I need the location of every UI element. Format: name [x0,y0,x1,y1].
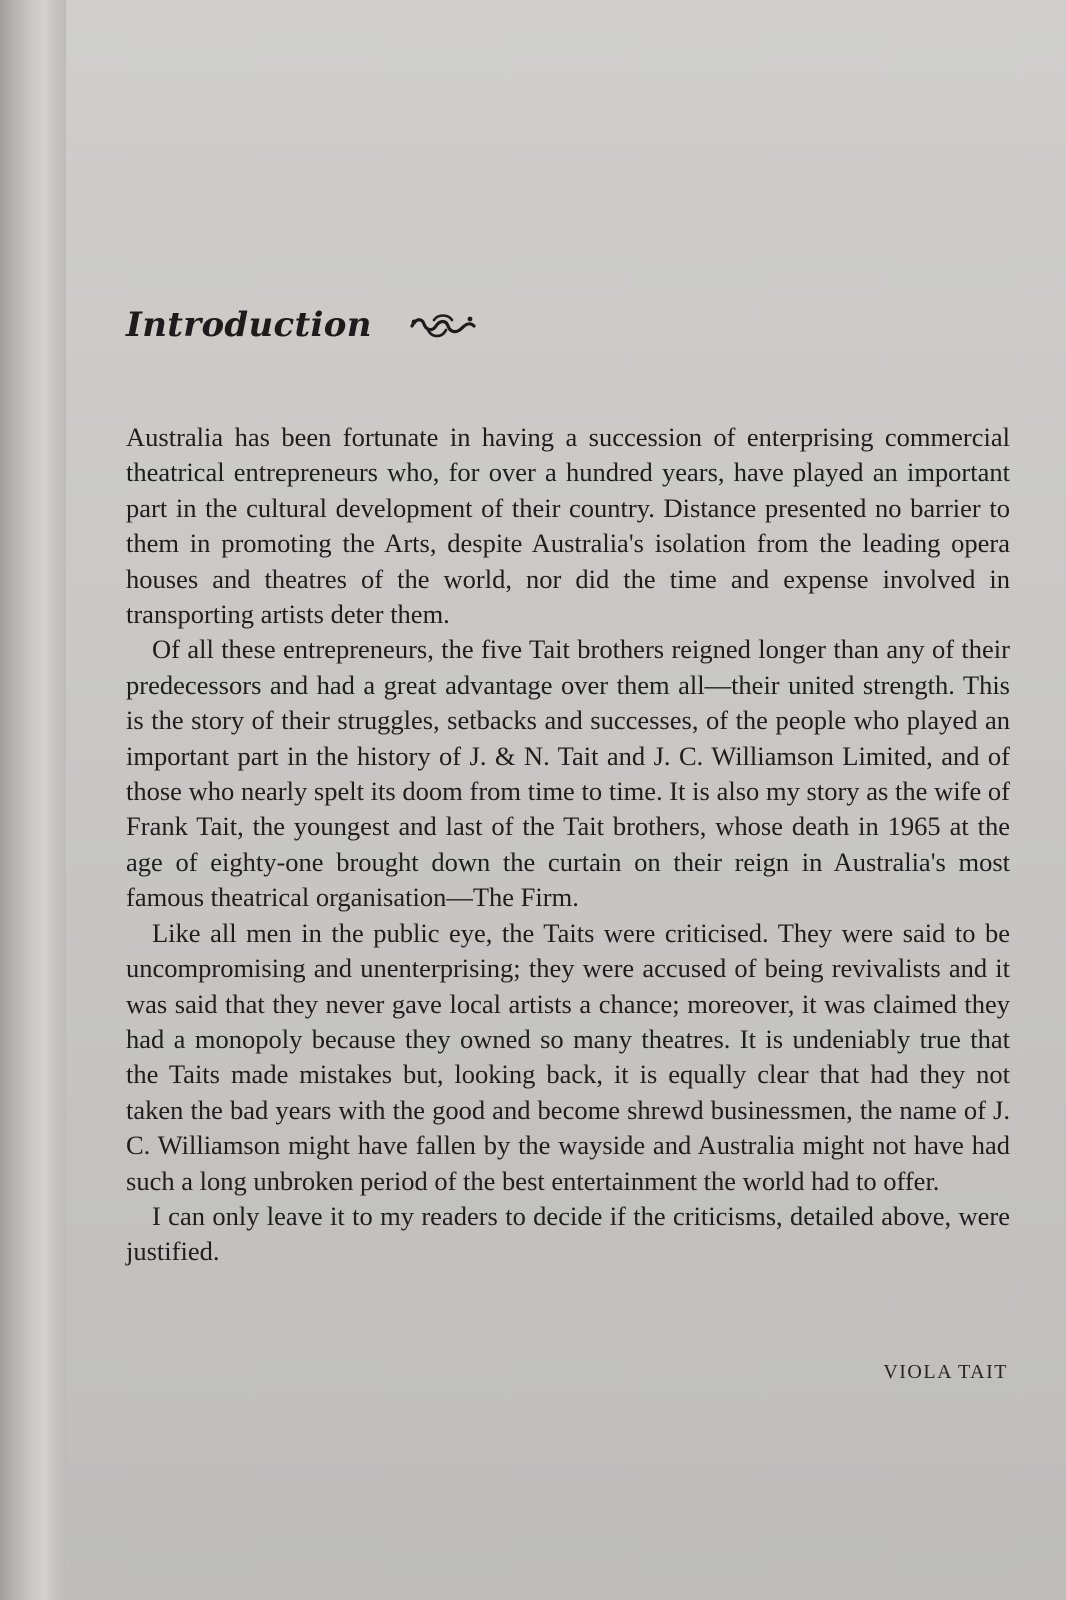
scroll-flourish-icon [408,308,478,342]
chapter-heading [126,305,478,345]
paragraph-4: I can only leave it to my readers to decide if the criticisms, detailed above, were justified. [126,1200,1010,1267]
author-signature: VIOLA TAIT [883,1361,1008,1383]
chapter-title: Introduction [126,305,372,345]
paragraph-1: Australia has been fortunate in having a succession of enterprising commercial theatrical entrepreneurs who, for over a hundred years, have played an important part in the cultural development of their country. Distance presented no barrier to them in promoting the Arts, despite Australia's isolation from the leading opera houses and theatres of the world, nor did the time and expense involved in transporting artists deter them. [126,422,1010,630]
introduction-text [126,420,1010,1270]
book-page [66,0,1066,1600]
book-gutter [0,0,66,1600]
paragraph-3: Like all men in the public eye, the Taits were criticised. They were said to be uncompromising and unenterprising; they were accused of being revivalists and it was said that they never gave local artists a chance; moreover, it was claimed they had a monopoly because they owned so many theatres. It is undeniably true that the Taits made mistakes but, looking back, it is equally clear that had they not taken the bad years with the good and become shrewd businessmen, the name of J. C. Williamson might have fallen by the wayside and Australia might not have had such a long unbroken period of the best entertainment the world had to offer. [126,917,1010,1196]
paragraph-2: Of all these entrepreneurs, the five Tait brothers reigned longer than any of their predecessors and had a great advantage over them all—their united strength. This is the story of their struggles, setbacks and successes, of the people who played an important part in the history of J. & N. Tait and J. C. Williamson Limited, and of those who nearly spelt its doom from time to time. It is also my story as the wife of Frank Tait, the youngest and last of the Tait brothers, whose death in 1965 at the age of eighty-one brought down the curtain on their reign in Australia's most famous theatrical organisation—The Firm. [126,634,1010,913]
